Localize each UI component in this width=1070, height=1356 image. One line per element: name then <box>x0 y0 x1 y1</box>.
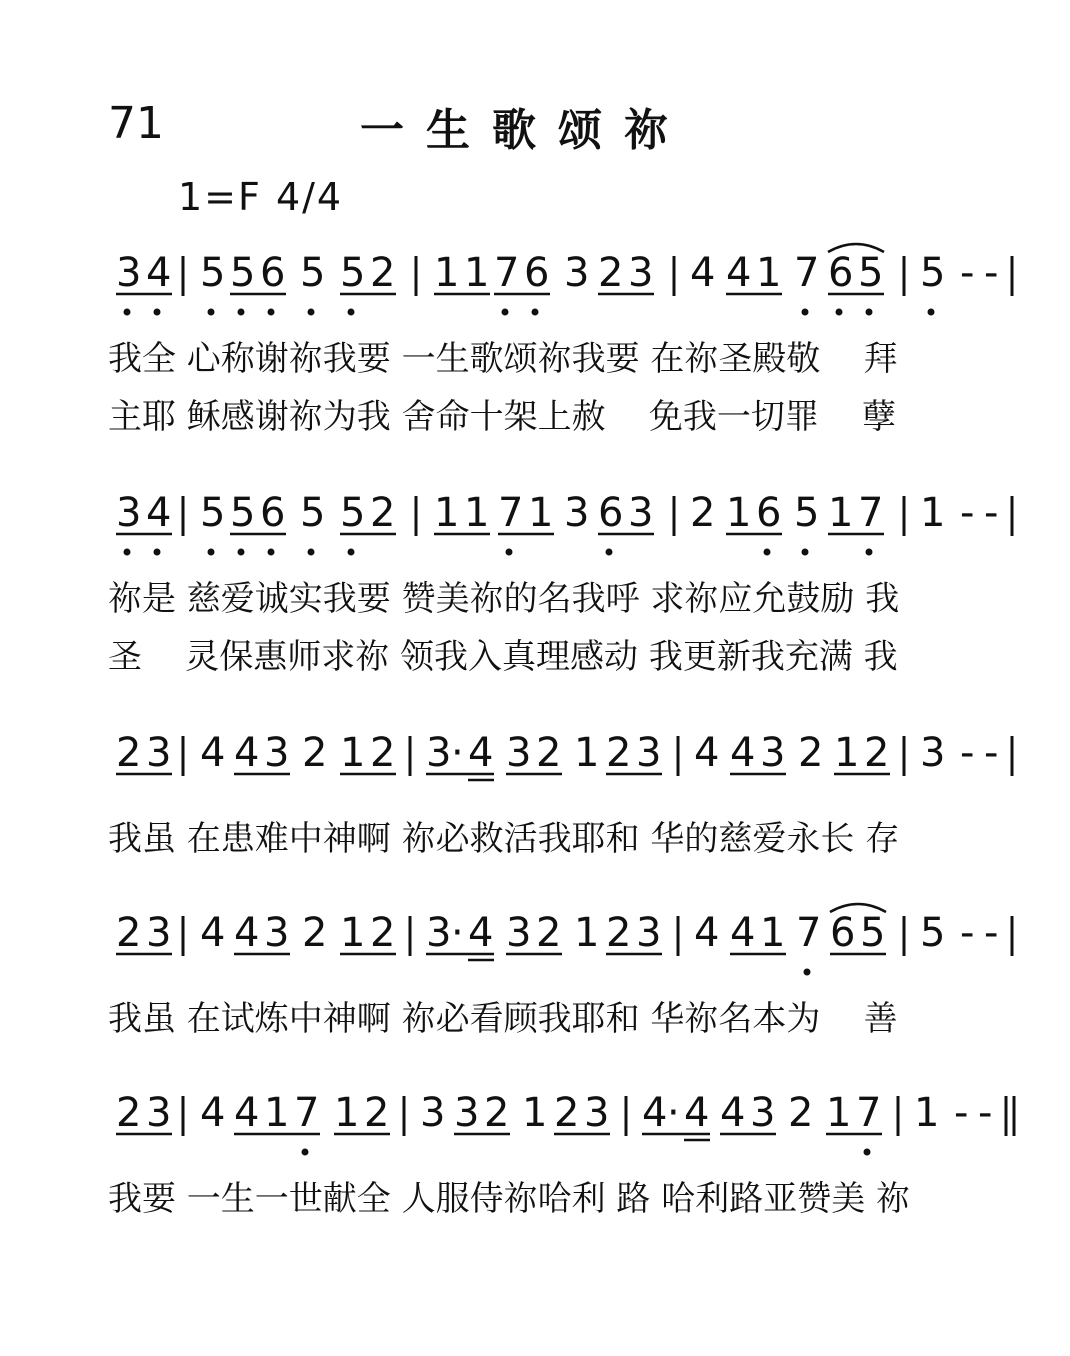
score-system-2 <box>108 478 1028 686</box>
svg-text:2: 2 <box>370 730 396 776</box>
note: 1 <box>756 250 782 296</box>
note: 4 <box>726 250 752 296</box>
note: - <box>960 250 975 296</box>
notation-line <box>108 1078 1028 1170</box>
svg-text:2: 2 <box>364 1090 390 1136</box>
notation-svg <box>108 478 1028 570</box>
svg-text:4: 4 <box>694 730 720 776</box>
svg-text:-: - <box>960 910 975 956</box>
svg-text:6: 6 <box>260 490 286 536</box>
note: 2 <box>370 250 396 296</box>
svg-text:2: 2 <box>788 1090 814 1136</box>
svg-text:4: 4 <box>200 1090 226 1136</box>
svg-text:4: 4 <box>200 910 226 956</box>
svg-text:·: · <box>667 1090 680 1136</box>
svg-text:6: 6 <box>598 490 624 536</box>
svg-text:2: 2 <box>370 490 396 536</box>
svg-text:·: · <box>451 730 464 776</box>
svg-text:5: 5 <box>340 490 366 536</box>
lyric-line: 主耶 稣感谢祢为我 舍命十架上赦 免我一切罪 孽 <box>108 397 897 437</box>
svg-text:1: 1 <box>828 490 854 536</box>
svg-text:3: 3 <box>584 1090 610 1136</box>
svg-text:2: 2 <box>864 730 890 776</box>
svg-text:-: - <box>978 1090 993 1136</box>
svg-text:3: 3 <box>628 490 654 536</box>
lyric-line: 圣 灵保惠师求祢 领我入真理感动 我更新我充满 我 <box>108 637 898 677</box>
note: 7 <box>494 250 520 296</box>
svg-text:3: 3 <box>116 490 142 536</box>
svg-text:2: 2 <box>370 910 396 956</box>
svg-text:1: 1 <box>920 490 946 536</box>
hymn-title: 一生歌颂祢 <box>360 105 690 156</box>
svg-text:1: 1 <box>334 1090 360 1136</box>
svg-text:2: 2 <box>690 490 716 536</box>
svg-text:5: 5 <box>860 910 886 956</box>
notation-line <box>108 898 1028 990</box>
svg-text:4: 4 <box>468 910 494 956</box>
lyric-line: 我虽 在患难中神啊 祢必救活我耶和 华的慈爱永长 存 <box>108 819 900 859</box>
svg-text:1: 1 <box>434 490 460 536</box>
svg-text:4: 4 <box>234 730 260 776</box>
svg-text:2: 2 <box>606 730 632 776</box>
score-system-1 <box>108 238 1028 446</box>
svg-text:·: · <box>451 910 464 956</box>
svg-text:7: 7 <box>796 910 822 956</box>
notation-svg <box>108 898 1028 990</box>
note: 6 <box>524 250 550 296</box>
svg-text:1: 1 <box>826 1090 852 1136</box>
svg-text:3: 3 <box>506 910 532 956</box>
svg-text:3: 3 <box>146 730 172 776</box>
hymn-number: 71 <box>108 98 164 149</box>
svg-text:1: 1 <box>574 730 600 776</box>
svg-text:2: 2 <box>116 910 142 956</box>
svg-text:5: 5 <box>300 490 326 536</box>
notation-svg <box>108 718 1028 810</box>
note: - <box>984 250 999 296</box>
note: 5 <box>300 250 326 296</box>
note: 1 <box>434 250 460 296</box>
svg-text:4: 4 <box>694 910 720 956</box>
svg-text:3: 3 <box>426 910 452 956</box>
note: 4 <box>690 250 716 296</box>
svg-text:1: 1 <box>834 730 860 776</box>
svg-text:4: 4 <box>234 1090 260 1136</box>
svg-text:5: 5 <box>200 490 226 536</box>
svg-text:3: 3 <box>146 1090 172 1136</box>
lyric-line: 我虽 在试炼中神啊 祢必看顾我耶和 华祢名本为 善 <box>108 999 898 1039</box>
svg-text:2: 2 <box>554 1090 580 1136</box>
note: 5 <box>340 250 366 296</box>
key-time-signature: 1=F 4/4 <box>178 175 344 219</box>
svg-text:3: 3 <box>760 730 786 776</box>
svg-text:2: 2 <box>606 910 632 956</box>
svg-text:6: 6 <box>830 910 856 956</box>
svg-text:-: - <box>984 910 999 956</box>
note: 5 <box>230 250 256 296</box>
svg-text:4: 4 <box>730 730 756 776</box>
svg-text:-: - <box>984 490 999 536</box>
svg-text:1: 1 <box>522 1090 548 1136</box>
notation-line <box>108 238 1028 330</box>
svg-text:1: 1 <box>340 730 366 776</box>
lyric-line: 我要 一生一世献全 人服侍祢哈利 路 哈利路亚赞美 祢 <box>108 1179 911 1219</box>
svg-text:1: 1 <box>914 1090 940 1136</box>
note: 5 <box>920 250 946 296</box>
svg-text:4: 4 <box>146 490 172 536</box>
svg-text:7: 7 <box>856 1090 882 1136</box>
lyric-line: 我全 心称谢祢我要 一生歌颂祢我要 在祢圣殿敬 拜 <box>108 339 898 379</box>
svg-text:5: 5 <box>920 910 946 956</box>
svg-text:4: 4 <box>642 1090 668 1136</box>
svg-text:3: 3 <box>506 730 532 776</box>
svg-text:7: 7 <box>294 1090 320 1136</box>
svg-text:7: 7 <box>858 490 884 536</box>
note: 6 <box>260 250 286 296</box>
notation-line <box>108 478 1028 570</box>
svg-text:-: - <box>960 490 975 536</box>
svg-text:1: 1 <box>574 910 600 956</box>
svg-text:1: 1 <box>528 490 554 536</box>
note: 5 <box>858 250 884 296</box>
svg-text:2: 2 <box>484 1090 510 1136</box>
svg-text:3: 3 <box>636 910 662 956</box>
score-system-5 <box>108 1078 1028 1228</box>
svg-text:6: 6 <box>756 490 782 536</box>
note: 2 <box>598 250 624 296</box>
svg-text:3: 3 <box>750 1090 776 1136</box>
svg-text:-: - <box>960 730 975 776</box>
note: 5 <box>200 250 226 296</box>
notation-svg <box>108 238 1028 330</box>
lyric-line: 祢是 慈爱诚实我要 赞美祢的名我呼 求祢应允鼓励 我 <box>108 579 900 619</box>
svg-text:2: 2 <box>302 730 328 776</box>
svg-text:4: 4 <box>720 1090 746 1136</box>
note: 6 <box>828 250 854 296</box>
svg-text:2: 2 <box>302 910 328 956</box>
svg-text:1: 1 <box>464 490 490 536</box>
svg-text:3: 3 <box>920 730 946 776</box>
note: 3 <box>628 250 654 296</box>
svg-text:3: 3 <box>426 730 452 776</box>
svg-text:3: 3 <box>146 910 172 956</box>
svg-text:1: 1 <box>726 490 752 536</box>
svg-text:5: 5 <box>794 490 820 536</box>
svg-text:4: 4 <box>200 730 226 776</box>
note: 3 <box>564 250 590 296</box>
svg-text:7: 7 <box>498 490 524 536</box>
svg-text:3: 3 <box>636 730 662 776</box>
svg-text:3: 3 <box>454 1090 480 1136</box>
svg-text:3: 3 <box>564 490 590 536</box>
note: 3 <box>116 250 142 296</box>
svg-text:-: - <box>984 730 999 776</box>
notation-line <box>108 718 1028 810</box>
svg-text:1: 1 <box>760 910 786 956</box>
svg-text:4: 4 <box>234 910 260 956</box>
score-system-3 <box>108 718 1028 868</box>
svg-text:2: 2 <box>536 910 562 956</box>
note: 7 <box>794 250 820 296</box>
score-system-4 <box>108 898 1028 1048</box>
svg-text:1: 1 <box>264 1090 290 1136</box>
svg-text:3: 3 <box>420 1090 446 1136</box>
svg-text:2: 2 <box>116 730 142 776</box>
svg-text:4: 4 <box>468 730 494 776</box>
svg-text:2: 2 <box>798 730 824 776</box>
svg-text:4: 4 <box>730 910 756 956</box>
svg-text:4: 4 <box>684 1090 710 1136</box>
svg-text:2: 2 <box>536 730 562 776</box>
svg-text:3: 3 <box>264 910 290 956</box>
note: 4 <box>146 250 172 296</box>
svg-text:-: - <box>954 1090 969 1136</box>
svg-text:1: 1 <box>340 910 366 956</box>
note: 1 <box>464 250 490 296</box>
svg-text:2: 2 <box>116 1090 142 1136</box>
svg-text:5: 5 <box>230 490 256 536</box>
notation-svg <box>108 1078 1028 1170</box>
svg-text:3: 3 <box>264 730 290 776</box>
